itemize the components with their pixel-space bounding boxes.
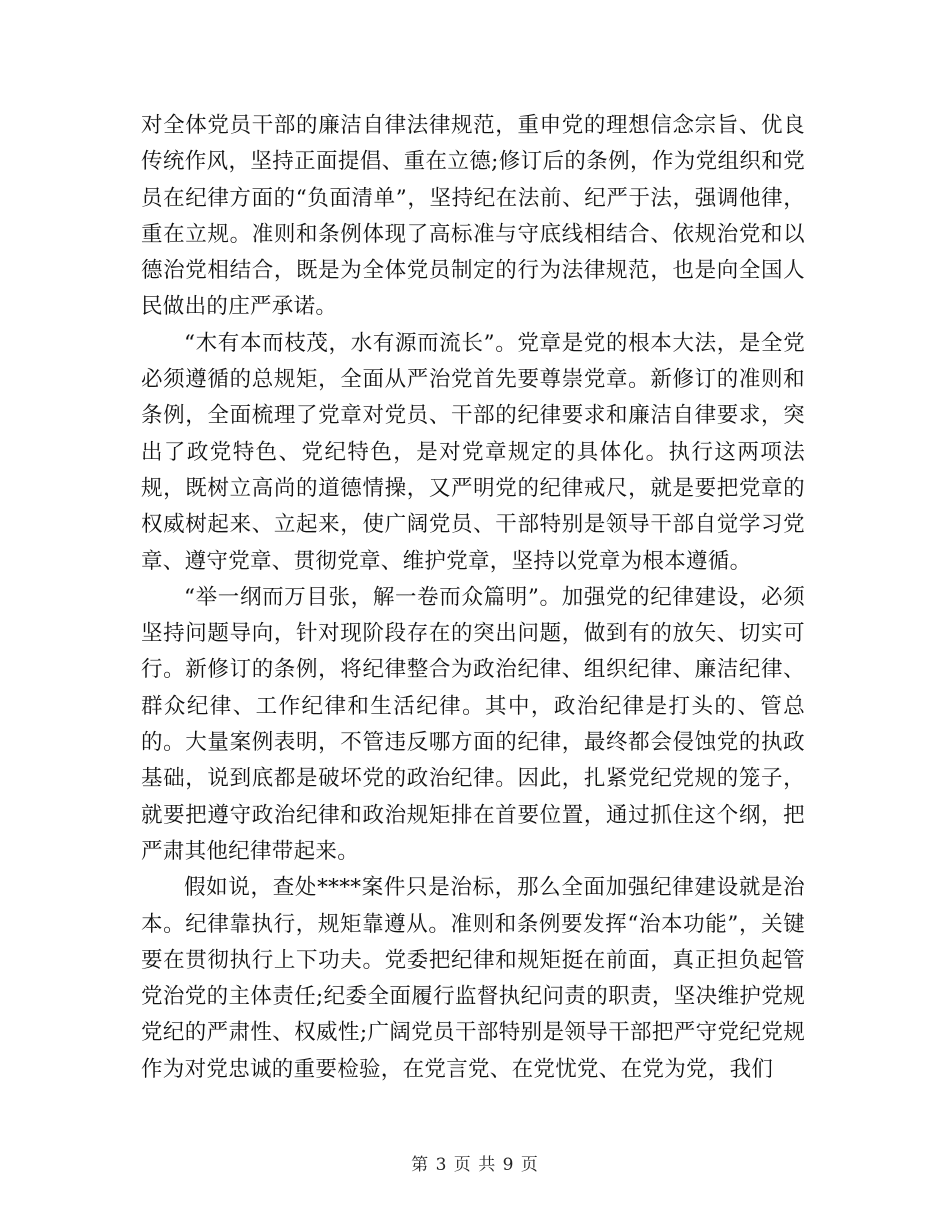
- page-number-footer: 第 3 页 共 9 页: [411, 1155, 539, 1175]
- paragraph-1: 对全体党员干部的廉洁自律法律规范，重申党的理想信念宗旨、优良传统作风，坚持正面提倡、重在立德;修订后的条例，作为党组织和党员在纪律方面的“负面清单”，坚持纪在法前、纪严于法，强调他律，重在立规。准则和条例体现了高标准与守底线相结合、依规治党和以德治党相结合，既是为全体党员制定的行为法律规范，也是向全国人民做出的庄严承诺。: [141, 113, 805, 320]
- paragraph-3: “举一纲而万目张，解一卷而众篇明”。加强党的纪律建设，必须坚持问题导向，针对现阶段存在的突出问题，做到有的放矢、切实可行。新修订的条例，将纪律整合为政治纪律、组织纪律、廉洁纪律、群众纪律、工作纪律和生活纪律。其中，政治纪律是打头的、管总的。大量案例表明，不管违反哪方面的纪律，最终都会侵蚀党的执政基础，说到底都是破坏党的政治纪律。因此，扎紧党纪党规的笼子，就要把遵守政治纪律和政治规矩排在首要位置，通过抓住这个纲，把严肃其他纪律带起来。: [141, 584, 805, 864]
- document-body: [141, 108, 805, 1088]
- paragraph-4: 假如说，查处****案件只是治标，那么全面加强纪律建设就是治本。纪律靠执行，规矩靠遵从。准则和条例要发挥“治本功能”，关键要在贯彻执行上下功夫。党委把纪律和规矩挺在前面，真正担负起管党治党的主体责任;纪委全面履行监督执纪问责的职责，坚决维护党规党纪的严肃性、权威性;广阔党员干部特别是领导干部把严守党纪党规作为对党忠诚的重要检验，在党言党、在党忧党、在党为党，我们: [141, 875, 805, 1082]
- paragraph-2: “木有本而枝茂，水有源而流长”。党章是党的根本大法，是全党必须遵循的总规矩，全面从严治党首先要尊崇党章。新修订的准则和条例，全面梳理了党章对党员、干部的纪律要求和廉洁自律要求，突出了政党特色、党纪特色，是对党章规定的具体化。执行这两项法规，既树立高尚的道德情操，又严明党的纪律戒尺，就是要把党章的权威树起来、立起来，使广阔党员、干部特别是领导干部自觉学习党章、遵守党章、贯彻党章、维护党章，坚持以党章为根本遵循。: [141, 330, 805, 574]
